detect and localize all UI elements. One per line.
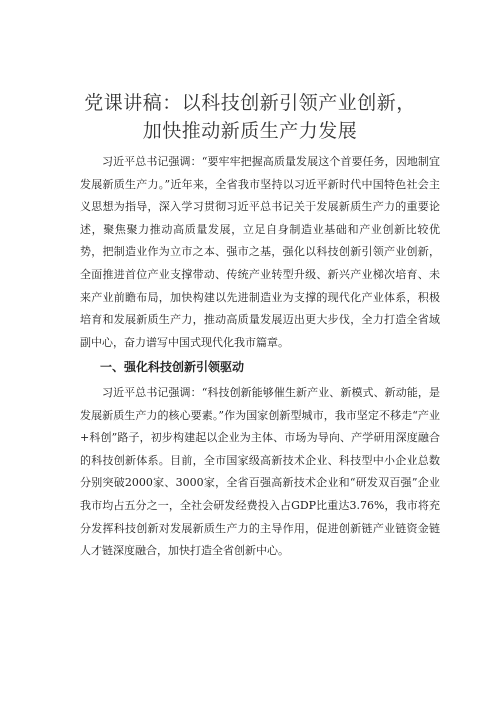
document-title-line-1: 党课讲稿：以科技创新引领产业创新， bbox=[84, 92, 416, 114]
section-heading-1: 一、强化科技创新引领驱动 bbox=[100, 360, 245, 374]
section-1-paragraph: 习近平总书记强调：“科技创新能够催生新产业、新模式、新动能，是发展新质生产力的核心要素。”作为国家创新型城市，我市坚定不移走“产业+科创”路子，初步构建起以企业为主体、市场为导向、产学研用深度融合的科技创新体系。目前，全市国家级高新技术企业、科技型中小企业总数分别突破2000家、3000家，全省百强高新技术企业和“研发双百强”企业我市均占五分之一，全社会研发经费投入占GDP比重达3.76%，我市将充分发挥科技创新对发展新质生产力的主导作用，促进创新链产业链资金链人才链深度融合，加快打造全省创新中心。 bbox=[80, 386, 440, 558]
document-title-line-2: 加快推动新质生产力发展 bbox=[142, 120, 358, 142]
intro-paragraph: 习近平总书记强调：“要牢牢把握高质量发展这个首要任务，因地制宜发展新质生产力。”近年来，全省我市坚持以习近平新时代中国特色社会主义思想为指导，深入学习贯彻习近平总书记关于发展新质生产力的重要论述，聚焦聚力推动高质量发展，立足自身制造业基础和产业创新比较优势，把制造业作为立市之本、强市之基，强化以科技创新引领产业创新，全面推进首位产业支撑带动、传统产业转型升级、新兴产业梯次培育、未来产业前瞻布局，加快构建以先进制造业为支撑的现代化产业体系，积极培育和发展新质生产力，推动高质量发展迈出更大步伐，全力打造全省域副中心，奋力谱写中国式现代化我市篇章。 bbox=[80, 155, 440, 349]
